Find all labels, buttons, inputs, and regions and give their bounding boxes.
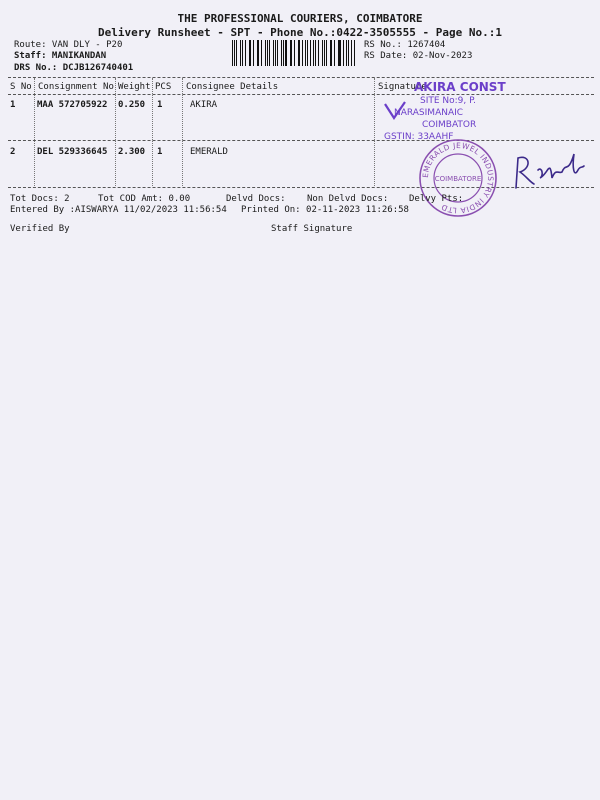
- col-divider: [152, 78, 153, 186]
- header-signature: Signature: [378, 82, 427, 92]
- barcode-bar: [334, 40, 335, 66]
- header-sno: S No: [10, 82, 32, 92]
- staff-label: Staff: MANIKANDAN: [14, 51, 107, 61]
- barcode-bar: [307, 40, 308, 66]
- barcode-bar: [346, 40, 347, 66]
- barcode-bar: [294, 40, 295, 66]
- barcode-bar: [277, 40, 278, 66]
- header-weight: Weight: [118, 82, 151, 92]
- barcode-bar: [232, 40, 233, 66]
- barcode-bar: [315, 40, 316, 66]
- row-2-weight: 2.300: [118, 147, 146, 157]
- company-title: THE PROFESSIONAL COURIERS, COIMBATORE: [177, 12, 423, 25]
- total-cod-amount: Tot COD Amt: 0.00: [98, 194, 191, 204]
- stamp-line-5: GSTIN: 33AAHF: [384, 132, 454, 142]
- barcode: [232, 40, 356, 66]
- barcode-bar: [261, 40, 262, 66]
- row-2-pcs: 1: [157, 147, 163, 157]
- seal-center-text: COIMBATORE: [434, 175, 482, 183]
- barcode-bar: [253, 40, 254, 66]
- barcode-bar: [326, 40, 327, 66]
- table-bottom-rule: [8, 187, 594, 188]
- stamp-line-1: AKIRA CONST: [414, 80, 506, 94]
- seal-ring-text: EMERALD JEWEL INDUSTRY INDIA LTD: [420, 140, 496, 216]
- barcode-bar: [269, 40, 270, 66]
- rs-number: RS No.: 1267404: [364, 40, 446, 50]
- header-consignment: Consignment No: [38, 82, 114, 92]
- runsheet-title: Delivery Runsheet - SPT - Phone No.:0422-3505555 - Page No.:1: [98, 26, 502, 39]
- barcode-bar: [281, 40, 282, 66]
- stamp-line-3: NARASIMANAIC: [394, 108, 464, 118]
- col-divider: [34, 78, 35, 186]
- row-2-sno: 2: [10, 147, 16, 157]
- barcode-bar: [354, 40, 355, 66]
- verified-by: Verified By: [10, 224, 70, 234]
- col-divider: [182, 78, 183, 186]
- header-pcs: PCS: [155, 82, 172, 92]
- delivered-docs: Delvd Docs:: [226, 194, 286, 204]
- company-stamp: [378, 80, 558, 144]
- header-consignee: Consignee Details: [186, 82, 279, 92]
- route-label: Route: VAN DLY - P20: [14, 40, 123, 50]
- barcode-bar: [339, 40, 340, 66]
- row-2-consignment: DEL 529336645: [37, 147, 108, 157]
- drs-number: DRS No.: DCJB126740401: [14, 63, 134, 73]
- barcode-bar: [242, 40, 243, 66]
- barcode-bar: [318, 40, 319, 66]
- table-top-rule: [8, 77, 594, 78]
- row-1-pcs: 1: [157, 100, 163, 110]
- col-divider: [115, 78, 116, 186]
- row-1-sno: 1: [10, 100, 16, 110]
- delivery-points: Delvy Pts:: [409, 194, 464, 204]
- entered-by: Entered By :AISWARYA 11/02/2023 11:56:54: [10, 205, 227, 215]
- stamp-line-4: COIMBATOR: [422, 120, 477, 130]
- round-seal-icon: [418, 138, 498, 218]
- row-1-weight: 0.250: [118, 100, 146, 110]
- barcode-bar: [240, 40, 241, 66]
- stamp-line-2: SITE No:9, P.: [420, 96, 477, 106]
- barcode-bar: [285, 40, 286, 66]
- staff-signature: Staff Signature: [271, 224, 353, 234]
- row-1-consignment: MAA 572705922: [37, 100, 108, 110]
- row-2-consignee: EMERALD: [190, 147, 228, 157]
- col-divider: [374, 78, 375, 186]
- barcode-bar: [305, 40, 306, 66]
- non-delivered-docs: Non Delvd Docs:: [307, 194, 389, 204]
- row-1-consignee: AKIRA: [190, 100, 218, 110]
- barcode-bar: [257, 40, 258, 66]
- handwritten-signature: [508, 148, 588, 198]
- printed-on: Printed On: 02-11-2023 11:26:58: [241, 205, 409, 215]
- rs-date: RS Date: 02-Nov-2023: [364, 51, 473, 61]
- total-docs: Tot Docs: 2: [10, 194, 70, 204]
- stamp-tick-icon: [382, 100, 408, 122]
